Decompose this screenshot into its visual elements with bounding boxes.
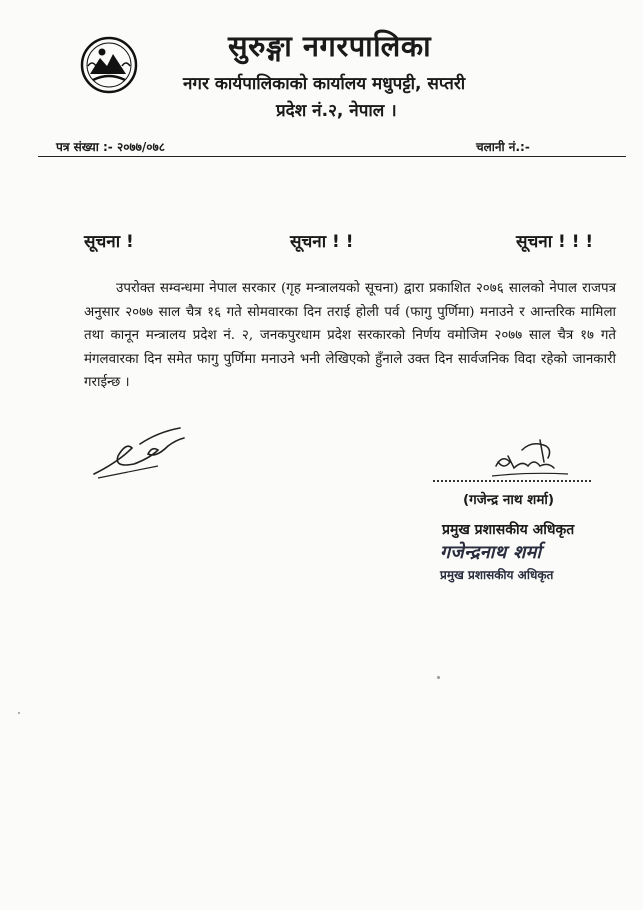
organization-name: सुरुङ्गा नगरपालिका <box>228 29 432 63</box>
stamp-title: प्रमुख प्रशासकीय अधिकृत <box>440 568 554 582</box>
stamp-name: गजेन्द्रनाथ शर्मा <box>440 542 542 563</box>
letter-number: पत्र संख्या :- २०७७/०७८ <box>56 140 166 154</box>
dispatch-number: चलानी नं.:- <box>476 140 530 154</box>
paper-speck <box>437 676 440 679</box>
office-address-line: नगर कार्यपालिकाको कार्यालय मधुपट्टी, सप्तरी <box>183 74 466 94</box>
signer-title: प्रमुख प्रशासकीय अधिकृत <box>442 522 575 538</box>
province-line: प्रदेश नं.२, नेपाल । <box>276 101 397 121</box>
header-divider <box>38 156 626 157</box>
signer-name: (गजेन्द्र नाथ शर्मा) <box>463 492 555 508</box>
handwritten-signature-right <box>488 436 572 482</box>
signature-line <box>433 480 591 482</box>
notice-heading-right: सूचना ! ! ! <box>516 232 594 252</box>
municipality-emblem-icon <box>80 36 138 94</box>
official-stamp <box>440 540 553 583</box>
paper-speck <box>18 712 20 714</box>
handwritten-signature-left <box>88 422 198 480</box>
notice-heading-center: सूचना ! ! <box>290 232 354 252</box>
notice-heading-left: सूचना ! <box>84 232 134 252</box>
notice-body-paragraph: उपरोक्त सम्वन्धमा नेपाल सरकार (गृह मन्त्रालयको सूचना) द्वारा प्रकाशित २०७६ सालको नेपाल राजपत्र अनुसार २०७७ साल चैत्र १६ गते सोमवारका दिन तराई होली पर्व (फागु पुर्णिमा) मनाउने र आन्तरिक मामिला तथा कानून मन्त्रालय प्रदेश नं. २, जनकपुरधाम प्रदेश सरकारको निर्णय वमोजिम २०७७ साल चैत्र १७ गते मंगलवारका दिन समेत फागु पुर्णिमा मनाउने भनी लेखिएको हुँनाले उक्त दिन सार्वजनिक विदा रहेको जानकारी गराईन्छ । <box>84 281 616 390</box>
